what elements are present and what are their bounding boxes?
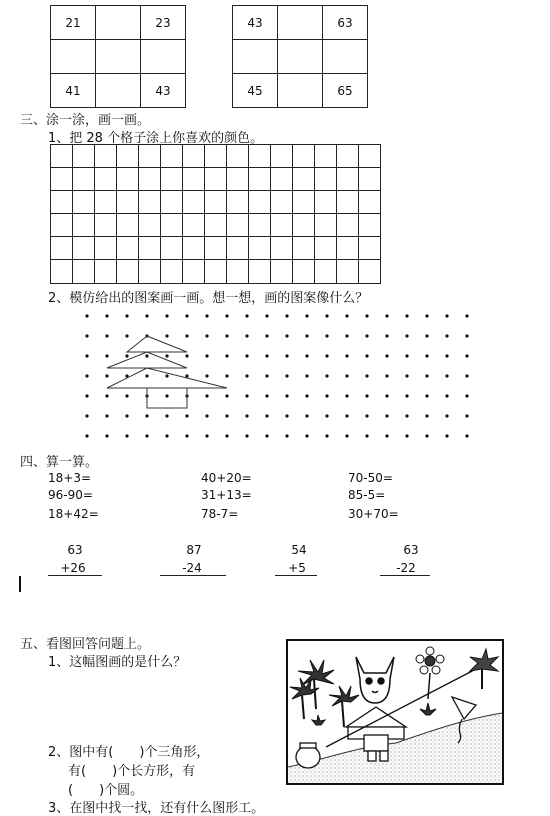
calc-item: 18+3= [48, 471, 92, 485]
grid-cell[interactable]: 43 [141, 74, 186, 108]
grid-dot [345, 394, 348, 397]
section-3-question-2: 2、模仿给出的图案画一画。想一想，画的图案像什么？ [48, 291, 369, 306]
grid-dot [365, 334, 368, 337]
grid-cell[interactable] [278, 40, 323, 74]
grid-dot [165, 434, 168, 437]
grid-dot [445, 414, 448, 417]
grid-dot [245, 394, 248, 397]
grid-dot [225, 314, 228, 317]
grid-dot [305, 414, 308, 417]
grid-dot [405, 354, 408, 357]
grid-dot [145, 414, 148, 417]
grid-cell[interactable] [51, 40, 96, 74]
grid-cell[interactable] [96, 40, 141, 74]
grid-cell[interactable] [278, 6, 323, 40]
number-grid-left [50, 5, 186, 108]
grid-dot [465, 394, 468, 397]
grid-dot [245, 434, 248, 437]
grid-dot [425, 434, 428, 437]
grid-dot [225, 354, 228, 357]
grid-dot [345, 314, 348, 317]
vertical-underline [275, 575, 317, 576]
vertical-top: 63 [67, 543, 83, 557]
grid-dot [305, 374, 308, 377]
grid-dot [205, 394, 208, 397]
grid-dot [225, 394, 228, 397]
grid-dot [285, 314, 288, 317]
grid-dot [305, 434, 308, 437]
grid-dot [285, 434, 288, 437]
grid-dot [265, 354, 268, 357]
grid-cell[interactable]: 65 [323, 74, 368, 108]
grid-dot [105, 374, 108, 377]
shapes-picture [286, 639, 504, 785]
section-5-question-1: 1、这幅图画的是什么？ [48, 655, 187, 670]
grid-dot [105, 414, 108, 417]
grid-dot [445, 314, 448, 317]
grid-dot [185, 354, 188, 357]
grid-dot [425, 414, 428, 417]
coloring-grid[interactable] [50, 144, 382, 285]
vertical-bottom: -22 [396, 561, 416, 575]
grid-dot [105, 354, 108, 357]
grid-dot [285, 414, 288, 417]
grid-dot [405, 314, 408, 317]
grid-dot [405, 434, 408, 437]
vertical-underline [160, 575, 226, 576]
grid-dot [465, 414, 468, 417]
grid-dot [165, 414, 168, 417]
vertical-underline [380, 575, 430, 576]
grid-dot [465, 354, 468, 357]
section-4-title: 四、算一算。 [20, 455, 99, 470]
section-5-question-3: 3、在图中找一找，还有什么图形工。 [48, 801, 265, 816]
grid-dot [165, 314, 168, 317]
grid-dot [445, 334, 448, 337]
grid-dot [345, 434, 348, 437]
grid-dot [425, 314, 428, 317]
grid-dot [325, 354, 328, 357]
grid-dot [105, 394, 108, 397]
calc-item: 18+42= [48, 507, 99, 521]
grid-dot [145, 434, 148, 437]
grid-dot [245, 354, 248, 357]
grid-dot [225, 434, 228, 437]
grid-dot [285, 374, 288, 377]
grid-dot [405, 394, 408, 397]
section-5-question-2-line-1: 2、图中有( )个三角形， [48, 745, 210, 760]
grid-dot [445, 434, 448, 437]
grid-dot [385, 374, 388, 377]
grid-dot [245, 414, 248, 417]
grid-cell[interactable] [278, 74, 323, 108]
grid-dot [245, 334, 248, 337]
grid-dot [225, 334, 228, 337]
vertical-bottom: -24 [182, 561, 202, 575]
grid-dot [405, 414, 408, 417]
pot-icon [296, 743, 320, 768]
calc-item: 96-90= [48, 488, 93, 502]
grid-dot [425, 334, 428, 337]
dot-grid-pattern[interactable] [80, 308, 480, 448]
vertical-top: 54 [291, 543, 307, 557]
grid-dot [325, 314, 328, 317]
grid-dot [345, 374, 348, 377]
grid-dot [325, 394, 328, 397]
grid-dot [425, 354, 428, 357]
grid-dot [285, 394, 288, 397]
grid-dot [465, 334, 468, 337]
grid-dot [265, 374, 268, 377]
grid-dot [165, 334, 168, 337]
grid-dot [85, 314, 88, 317]
grid-dot [365, 354, 368, 357]
grid-dot [365, 374, 368, 377]
vertical-underline [48, 575, 102, 576]
calc-item: 70-50= [348, 471, 393, 485]
grid-dot [305, 314, 308, 317]
grid-dot [125, 394, 128, 397]
grid-dot [385, 354, 388, 357]
calc-item: 40+20= [201, 471, 252, 485]
grid-dot [385, 434, 388, 437]
grid-dot [185, 374, 188, 377]
section-5-title: 五、看图回答问题上。 [20, 637, 151, 652]
number-grid-right [232, 5, 368, 108]
grid-dot [385, 414, 388, 417]
grid-cell[interactable] [233, 40, 278, 74]
section-3-question-1: 1、把 28 个格子涂上你喜欢的颜色。 [48, 131, 264, 146]
grid-dot [265, 334, 268, 337]
grid-dot [185, 314, 188, 317]
grid-dot [85, 394, 88, 397]
text-cursor [19, 576, 21, 592]
grid-dot [405, 374, 408, 377]
grid-dot [125, 354, 128, 357]
grid-dot [425, 374, 428, 377]
grid-dot [305, 334, 308, 337]
grid-dot [205, 314, 208, 317]
grid-dot [205, 374, 208, 377]
section-3-title: 三、涂一涂，画一画。 [20, 113, 151, 128]
section-5-question-2-line-3: ( )个圆。 [68, 783, 144, 798]
grid-cell[interactable]: 45 [233, 74, 278, 108]
grid-dot [205, 434, 208, 437]
grid-dot [105, 314, 108, 317]
grid-dot [365, 314, 368, 317]
vertical-top: 63 [403, 543, 419, 557]
grid-dot [205, 354, 208, 357]
grid-dot [245, 374, 248, 377]
grid-dot [345, 354, 348, 357]
grid-dot [125, 314, 128, 317]
grid-dot [185, 334, 188, 337]
grid-dot [445, 374, 448, 377]
grid-cell[interactable] [323, 40, 368, 74]
grid-dot [265, 434, 268, 437]
grid-dot [125, 434, 128, 437]
grid-dot [85, 374, 88, 377]
grid-dot [305, 394, 308, 397]
grid-dot [385, 314, 388, 317]
grid-dot [285, 334, 288, 337]
grid-dot [165, 394, 168, 397]
grid-dot [265, 314, 268, 317]
grid-dot [465, 374, 468, 377]
grid-dot [105, 434, 108, 437]
grid-dot [105, 334, 108, 337]
grid-dot [445, 354, 448, 357]
grid-cell[interactable] [141, 40, 186, 74]
grid-dot [305, 354, 308, 357]
grid-dot [285, 354, 288, 357]
grid-cell[interactable]: 41 [51, 74, 96, 108]
grid-dot [365, 434, 368, 437]
grid-cell[interactable] [96, 74, 141, 108]
grid-dot [425, 394, 428, 397]
dot-grid [85, 314, 468, 437]
grid-dot [345, 334, 348, 337]
grid-dot [325, 414, 328, 417]
grid-dot [385, 394, 388, 397]
grid-dot [185, 434, 188, 437]
grid-dot [325, 334, 328, 337]
grid-dot [125, 414, 128, 417]
vertical-bottom: +26 [60, 561, 86, 575]
grid-dot [85, 414, 88, 417]
grid-dot [125, 334, 128, 337]
grid-dot [225, 374, 228, 377]
grid-dot [205, 334, 208, 337]
grid-dot [465, 314, 468, 317]
grid-dot [325, 374, 328, 377]
section-5-question-2-line-2: 有( )个长方形，有 [68, 764, 196, 779]
grid-dot [165, 374, 168, 377]
grid-dot [265, 394, 268, 397]
vertical-top: 87 [186, 543, 202, 557]
grid-dot [445, 394, 448, 397]
vertical-bottom: +5 [288, 561, 306, 575]
grid-dot [365, 414, 368, 417]
grid-dot [325, 434, 328, 437]
grid-cell[interactable]: 43 [233, 6, 278, 40]
grid-dot [85, 334, 88, 337]
grid-dot [365, 394, 368, 397]
grid-dot [465, 434, 468, 437]
grid-dot [145, 374, 148, 377]
grid-cell[interactable]: 21 [51, 6, 96, 40]
grid-dot [185, 414, 188, 417]
grid-dot [85, 354, 88, 357]
grid-dot [85, 434, 88, 437]
calc-item: 30+70= [348, 507, 399, 521]
grid-cell[interactable] [96, 6, 141, 40]
calc-item: 85-5= [348, 488, 386, 502]
grid-dot [345, 414, 348, 417]
calc-item: 31+13= [201, 488, 252, 502]
grid-dot [405, 334, 408, 337]
grid-dot [145, 314, 148, 317]
grid-dot [385, 334, 388, 337]
calc-item: 78-7= [201, 507, 239, 521]
grid-dot [225, 414, 228, 417]
grid-dot [145, 354, 148, 357]
grid-dot [165, 354, 168, 357]
grid-dot [265, 414, 268, 417]
grid-dot [205, 414, 208, 417]
grid-dot [245, 314, 248, 317]
grid-cell[interactable]: 63 [323, 6, 368, 40]
grid-cell[interactable]: 23 [141, 6, 186, 40]
